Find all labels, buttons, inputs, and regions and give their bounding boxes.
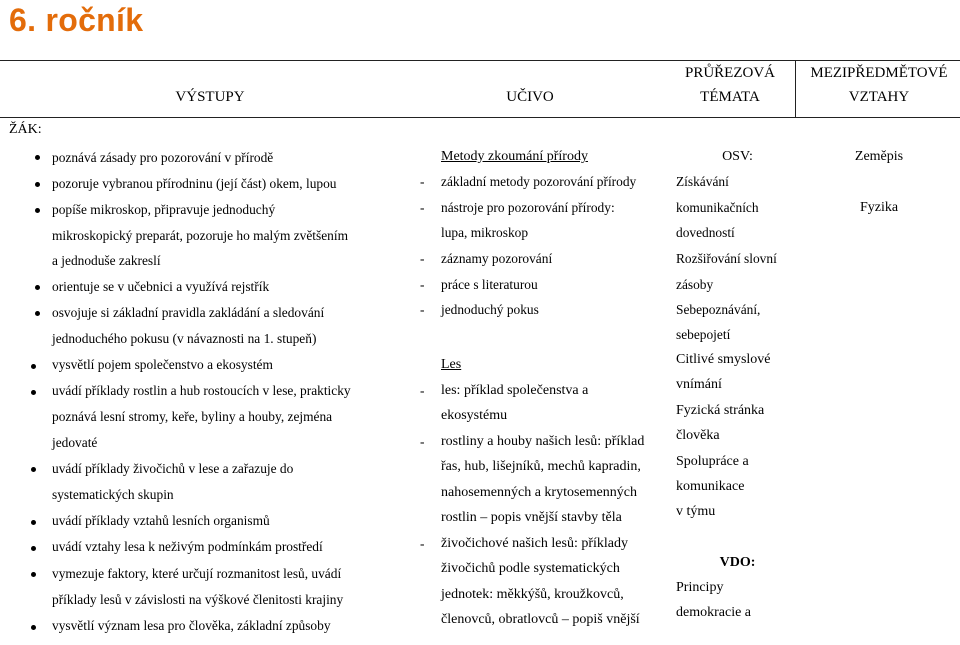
dash-marker: - bbox=[420, 277, 425, 292]
tema-line: komunikace bbox=[676, 479, 745, 494]
header-mezipredmetove-line1: MEZIPŘEDMĚTOVÉ bbox=[810, 65, 948, 81]
vystup-line: uvádí příklady vztahů lesních organismů bbox=[52, 513, 270, 528]
vystup-line: jednoduchého pokusu (v návaznosti na 1. stupeň) bbox=[52, 331, 317, 346]
bullet-icon bbox=[31, 364, 36, 369]
tema-line: vnímání bbox=[676, 377, 722, 392]
tema-line: Fyzická stránka bbox=[676, 403, 765, 418]
bullet-icon bbox=[31, 520, 36, 525]
ucivo-line: jednoduchý pokus bbox=[441, 302, 539, 317]
bullet-icon bbox=[31, 467, 36, 472]
column-divider bbox=[795, 60, 796, 118]
header-vystupy: VÝSTUPY bbox=[175, 89, 245, 105]
ucivo-line: jednotek: měkkýšů, kroužkovců, bbox=[441, 587, 624, 602]
vystup-line: vymezuje faktory, které určují rozmanitost lesů, uvádí bbox=[52, 566, 342, 581]
ucivo-line: rostliny a houby našich lesů: příklad bbox=[441, 434, 645, 449]
dash-marker: - bbox=[420, 174, 425, 189]
tema-line: zásoby bbox=[676, 277, 714, 292]
vystup-line: systematických skupin bbox=[52, 487, 174, 502]
zak-label: ŽÁK: bbox=[9, 122, 42, 137]
tema-line: demokracie a bbox=[676, 605, 752, 620]
ucivo-line: lupa, mikroskop bbox=[441, 225, 529, 240]
ucivo-line: členovců, obratlovců – popiš vnější bbox=[441, 612, 640, 627]
bullet-icon bbox=[31, 625, 36, 630]
ucivo-line: rostlin – popis vnější stavby těla bbox=[441, 510, 622, 525]
ucivo-line: záznamy pozorování bbox=[441, 251, 553, 266]
header-mezipredmetove-line2: VZTAHY bbox=[848, 89, 910, 105]
page-title: 6. ročník bbox=[9, 2, 144, 38]
tema-line: Citlivé smyslové bbox=[676, 352, 771, 367]
tema-line: komunikačních bbox=[676, 200, 759, 215]
vystup-line: vysvětlí význam lesa pro člověka, základní způsoby bbox=[52, 618, 331, 633]
tema-line: Principy bbox=[676, 580, 724, 595]
ucivo-line: živočichové našich lesů: příklady bbox=[441, 536, 628, 551]
dash-marker: - bbox=[420, 251, 425, 266]
vystup-line: pozoruje vybranou přírodninu (její část) okem, lupou bbox=[52, 176, 337, 191]
vystup-line: poznává zásady pro pozorování v přírodě bbox=[52, 150, 274, 165]
tema-line: Spolupráce a bbox=[676, 454, 749, 469]
ucivo-line: ekosystému bbox=[441, 408, 508, 423]
ucivo-heading-metody: Metody zkoumání přírody bbox=[441, 149, 588, 164]
tema-line: Získávání bbox=[676, 174, 729, 189]
ucivo-line: živočichů podle systematických bbox=[441, 561, 620, 576]
bullet-icon bbox=[35, 285, 40, 290]
ucivo-line: nástroje pro pozorování přírody: bbox=[441, 200, 615, 215]
vystup-line: a jednoduše zakreslí bbox=[52, 253, 161, 268]
header-prurezova-line1: PRŮŘEZOVÁ bbox=[684, 65, 775, 81]
osv-heading: OSV: bbox=[722, 149, 753, 164]
vztah-fyzika: Fyzika bbox=[859, 200, 899, 215]
vystup-line: uvádí příklady rostlin a hub rostoucích v lese, prakticky bbox=[52, 383, 351, 398]
vdo-heading: VDO: bbox=[719, 555, 756, 570]
dash-marker: - bbox=[420, 383, 425, 398]
bullet-icon bbox=[35, 208, 40, 213]
bullet-icon bbox=[31, 546, 36, 551]
vystup-line: vysvětlí pojem společenstvo a ekosystém bbox=[52, 357, 273, 372]
vystup-line: orientuje se v učebnici a využívá rejstřík bbox=[52, 279, 270, 294]
bullet-icon bbox=[35, 311, 40, 316]
bullet-icon bbox=[35, 155, 40, 160]
tema-line: sebepojetí bbox=[676, 327, 731, 342]
vystup-line: mikroskopický preparát, pozoruje ho malým zvětšením bbox=[52, 228, 348, 243]
ucivo-line: nahosemenných a krytosemenných bbox=[441, 485, 637, 500]
header-bottom-border bbox=[0, 117, 960, 118]
dash-marker: - bbox=[420, 434, 425, 449]
dash-marker: - bbox=[420, 302, 425, 317]
vztah-zemepis: Zeměpis bbox=[854, 149, 904, 164]
vystup-line: příklady lesů v závislosti na výškové členitosti krajiny bbox=[52, 592, 344, 607]
tema-line: v týmu bbox=[676, 504, 716, 519]
ucivo-line: les: příklad společenstva a bbox=[441, 383, 589, 398]
bullet-icon bbox=[31, 390, 36, 395]
ucivo-heading-les: Les bbox=[441, 357, 462, 372]
vystup-line: osvojuje si základní pravidla zakládání a sledování bbox=[52, 305, 325, 320]
ucivo-line: práce s literaturou bbox=[441, 277, 538, 292]
bullet-icon bbox=[31, 572, 36, 577]
tema-line: Sebepoznávání, bbox=[676, 302, 761, 317]
tema-line: dovedností bbox=[676, 225, 735, 240]
header-prurezova-line2: TÉMATA bbox=[700, 89, 760, 105]
bullet-icon bbox=[35, 182, 40, 187]
ucivo-line: základní metody pozorování přírody bbox=[441, 174, 637, 189]
ucivo-line: řas, hub, lišejníků, mechů kapradin, bbox=[441, 459, 641, 474]
header-ucivo: UČIVO bbox=[506, 89, 554, 105]
vystup-line: poznává lesní stromy, keře, byliny a houby, zejména bbox=[52, 409, 333, 424]
vystup-line: uvádí vztahy lesa k neživým podmínkám prostředí bbox=[52, 539, 323, 554]
tema-line: Rozšiřování slovní bbox=[676, 251, 777, 266]
vystup-line: uvádí příklady živočichů v lese a zařazuje do bbox=[52, 461, 294, 476]
tema-line: člověka bbox=[676, 428, 720, 443]
vystup-line: jedovaté bbox=[52, 435, 98, 450]
dash-marker: - bbox=[420, 536, 425, 551]
vystup-line: popíše mikroskop, připravuje jednoduchý bbox=[52, 202, 276, 217]
dash-marker: - bbox=[420, 200, 425, 215]
